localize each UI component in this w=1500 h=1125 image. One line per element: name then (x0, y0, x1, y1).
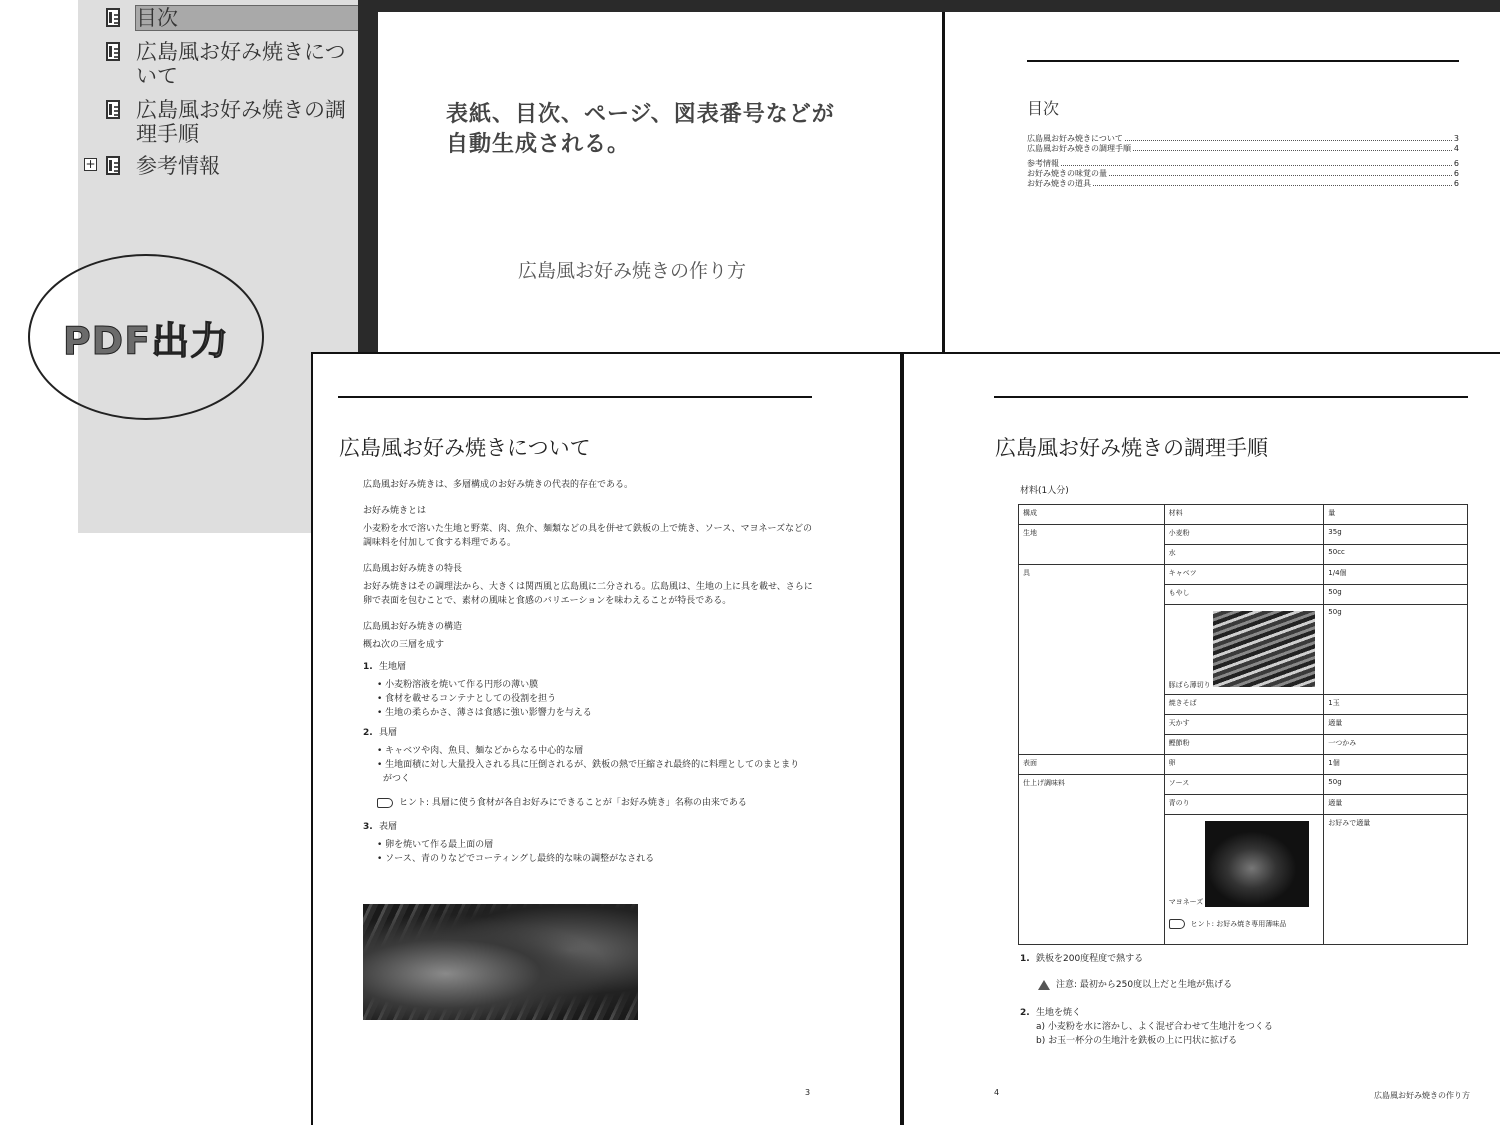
table-cell: 焼きそば (1164, 695, 1324, 715)
step-text: 生地を焼く (1036, 1008, 1082, 1018)
toc-entry-title: 広島風お好み焼きについて (1027, 134, 1123, 143)
step-item (1020, 952, 1480, 966)
page-heading: 広島風お好み焼きの調理手順 (995, 436, 1268, 460)
table-cell: 50cc (1324, 545, 1468, 565)
table-cell: 適量 (1324, 715, 1468, 735)
table-cell: もやし (1164, 585, 1324, 605)
table-cell: 一つかみ (1324, 735, 1468, 755)
table-image-cell (1164, 815, 1324, 945)
paragraph: 調味料を付加して食する料理である。 (363, 538, 517, 548)
table-group-cell: 具 (1019, 565, 1165, 755)
procedure-steps (1020, 952, 1480, 1048)
table-row (1019, 525, 1468, 545)
cover-title (446, 100, 835, 160)
pdf-output-label: PDF出力 (62, 318, 230, 363)
bullet-item: • キャベツや肉、魚貝、麺などからなる中心的な層 (377, 746, 584, 756)
bullet-item-continued: がつく (383, 774, 411, 784)
table-cell: 1玉 (1324, 695, 1468, 715)
table-cell: 鰹節粉 (1164, 735, 1324, 755)
hint-text: ヒント: お好み焼き専用薄味品 (1190, 920, 1287, 928)
table-cell: 卵 (1164, 755, 1324, 775)
bookmark-label: 広島風お好み焼きの調理手順 (136, 98, 346, 146)
toc-list (1027, 134, 1459, 189)
bullet-item: • 卵を焼いて作る最上面の層 (377, 840, 494, 850)
cover-page (378, 12, 940, 352)
paragraph: お好み焼きはその調理法から、大きくは関西風と広島風に二分される。広島風は、生地の上に具を載せ、さらに (363, 582, 813, 592)
bullet-item: • 生地の柔らかさ、薄さは食感に強い影響力を与える (377, 708, 592, 718)
list-number: 3. (363, 822, 373, 832)
table-cell: 1個 (1324, 755, 1468, 775)
table-group-cell: 仕上げ調味料 (1019, 775, 1165, 945)
toc-entry[interactable] (1027, 169, 1459, 179)
pork-belly-photo (1213, 611, 1315, 687)
table-cell: 50g (1324, 775, 1468, 795)
toc-leader (1125, 134, 1452, 141)
list-item-label: 生地層 (379, 662, 407, 672)
toc-entry-title: お好み焼きの道具 (1027, 179, 1091, 188)
table-cell: ソース (1164, 775, 1324, 795)
table-group-cell: 生地 (1019, 525, 1165, 565)
subheading: 広島風お好み焼きの特長 (363, 564, 463, 574)
bookmark-item-procedure[interactable] (78, 98, 362, 148)
paragraph: 概ね次の三層を成す (363, 640, 445, 650)
toc-leader (1109, 169, 1452, 176)
subheading: お好み焼きとは (363, 506, 427, 516)
list-item-label: 表層 (379, 822, 398, 832)
bookmark-page-icon (106, 156, 120, 175)
bookmark-page-icon (106, 42, 120, 61)
bookmark-item-toc[interactable] (78, 6, 362, 30)
image-caption: 豚ばら薄切り (1168, 681, 1211, 689)
footer-title: 広島風お好み焼きの作り方 (1374, 1091, 1470, 1100)
viewer-top-bar (358, 0, 1500, 12)
toc-entry[interactable] (1027, 179, 1459, 189)
pointing-hand-icon (1169, 919, 1185, 929)
table-cell: 50g (1324, 585, 1468, 605)
table-header-cell: 量 (1324, 505, 1468, 525)
page-number: 4 (994, 1088, 1000, 1097)
table-cell: 天かす (1164, 715, 1324, 735)
page-3 (311, 352, 902, 1125)
toc-entry-page: 4 (1453, 144, 1459, 153)
toc-entry-title: 参考情報 (1027, 159, 1059, 168)
step-text: 鉄板を200度程度で熱する (1036, 954, 1144, 964)
paragraph: 広島風お好み焼きは、多層構成のお好み焼きの代表的存在である。 (363, 480, 634, 490)
pdf-output-badge (28, 254, 264, 420)
toc-entry[interactable] (1027, 144, 1459, 154)
table-cell: キャベツ (1164, 565, 1324, 585)
table-cell: 小麦粉 (1164, 525, 1324, 545)
bookmark-item-about[interactable] (78, 40, 362, 90)
step-item (1020, 1006, 1480, 1020)
bullet-item: • ソース、青のりなどでコーティングし最終的な味の調整がなされる (377, 854, 655, 864)
page-3-body (363, 478, 883, 866)
cover-subtitle: 広島風お好み焼きの作り方 (518, 260, 747, 282)
step-number: 2. (1020, 1008, 1030, 1018)
subheading: 広島風お好み焼きの構造 (363, 622, 463, 632)
okonomiyaki-photo (363, 904, 638, 1020)
list-item-label: 具層 (379, 728, 398, 738)
page-heading: 広島風お好み焼きについて (339, 436, 591, 460)
header-rule (994, 396, 1468, 398)
header-rule (338, 396, 812, 398)
list-number: 1. (363, 662, 373, 672)
bookmark-item-reference[interactable] (78, 154, 362, 178)
table-header-row (1019, 505, 1468, 525)
expand-plus-icon[interactable] (84, 158, 97, 171)
bookmark-label: 広島風お好み焼きについて (136, 40, 346, 88)
hint-note (363, 796, 883, 810)
cover-title-line: 表紙、目次、ページ、図表番号などが (446, 102, 835, 127)
list-item (363, 660, 883, 674)
list-item (363, 726, 883, 740)
toc-entry-page: 6 (1453, 169, 1459, 178)
header-rule (1027, 60, 1459, 62)
image-caption: マヨネーズ (1168, 898, 1204, 906)
bookmark-label: 目次 (136, 6, 358, 30)
table-cell: 適量 (1324, 795, 1468, 815)
table-cell: 青のり (1164, 795, 1324, 815)
toc-leader (1061, 159, 1452, 166)
toc-leader (1133, 144, 1452, 151)
toc-entry-page: 6 (1453, 159, 1459, 168)
table-cell: 1/4個 (1324, 565, 1468, 585)
table-row (1019, 565, 1468, 585)
table-group-cell: 表面 (1019, 755, 1165, 775)
cover-title-line: 自動生成される。 (446, 132, 631, 157)
hint-note (1169, 919, 1287, 929)
list-number: 2. (363, 728, 373, 738)
page-4 (902, 352, 1500, 1125)
toc-entry-page: 6 (1453, 179, 1459, 188)
pointing-hand-icon (377, 798, 393, 808)
sub-step: b) お玉一杯分の生地汁を鉄板の上に円状に拡げる (1036, 1036, 1238, 1046)
panel-splitter[interactable] (358, 0, 378, 352)
caution-text: 注意: 最初から250度以上だと生地が焦げる (1056, 980, 1233, 990)
ingredients-table (1018, 504, 1468, 945)
bookmark-page-icon (106, 8, 120, 27)
toc-heading: 目次 (1027, 99, 1060, 118)
paragraph: 卵で表面を包むことで、素材の風味と食感のバリエーションを味わえることが特長である。 (363, 596, 732, 606)
table-header-cell: 材料 (1164, 505, 1324, 525)
step-number: 1. (1020, 954, 1030, 964)
bookmark-page-icon (106, 100, 120, 119)
table-header-cell: 構成 (1019, 505, 1165, 525)
table-cell: 水 (1164, 545, 1324, 565)
bullet-item: • 小麦粉溶液を焼いて作る円形の薄い膜 (377, 680, 539, 690)
toc-leader (1093, 179, 1452, 186)
sub-step: a) 小麦粉を水に溶かし、よく混ぜ合わせて生地汁をつくる (1036, 1022, 1273, 1032)
toc-entry-title: 広島風お好み焼きの調理手順 (1027, 144, 1131, 153)
table-cell: 50g (1324, 605, 1468, 695)
table-cell: お好みで適量 (1324, 815, 1468, 945)
bullet-item: • 生地面積に対し大量投入される具に圧倒されるが、鉄板の熱で圧縮され最終的に料理としてのまとまり (377, 760, 800, 770)
table-row (1019, 755, 1468, 775)
toc-entry-title: お好み焼きの味覚の量 (1027, 169, 1107, 178)
page-number: 3 (805, 1088, 811, 1097)
table-image-cell (1164, 605, 1324, 695)
list-item (363, 820, 883, 834)
toc-entry-page: 3 (1453, 134, 1459, 143)
caution-note (1020, 978, 1480, 992)
caution-icon (1038, 980, 1050, 990)
bullet-item: • 食材を載せるコンテナとしての役割を担う (377, 694, 557, 704)
paragraph: 小麦粉を水で溶いた生地と野菜、肉、魚介、麺類などの具を併せて鉄板の上で焼き、ソース、マヨネーズなどの (363, 524, 813, 534)
hint-text: ヒント: 具層に使う食材が各自お好みにできることが「お好み焼き」名称の由来である (399, 798, 747, 808)
table-row (1019, 775, 1468, 795)
toc-entry[interactable] (1027, 159, 1459, 169)
table-cell: 35g (1324, 525, 1468, 545)
table-caption: 材料(1人分) (1020, 486, 1069, 496)
toc-page (942, 12, 1500, 352)
toc-entry[interactable] (1027, 134, 1459, 144)
bookmark-label: 参考情報 (136, 154, 220, 178)
mayonnaise-photo (1205, 821, 1309, 907)
